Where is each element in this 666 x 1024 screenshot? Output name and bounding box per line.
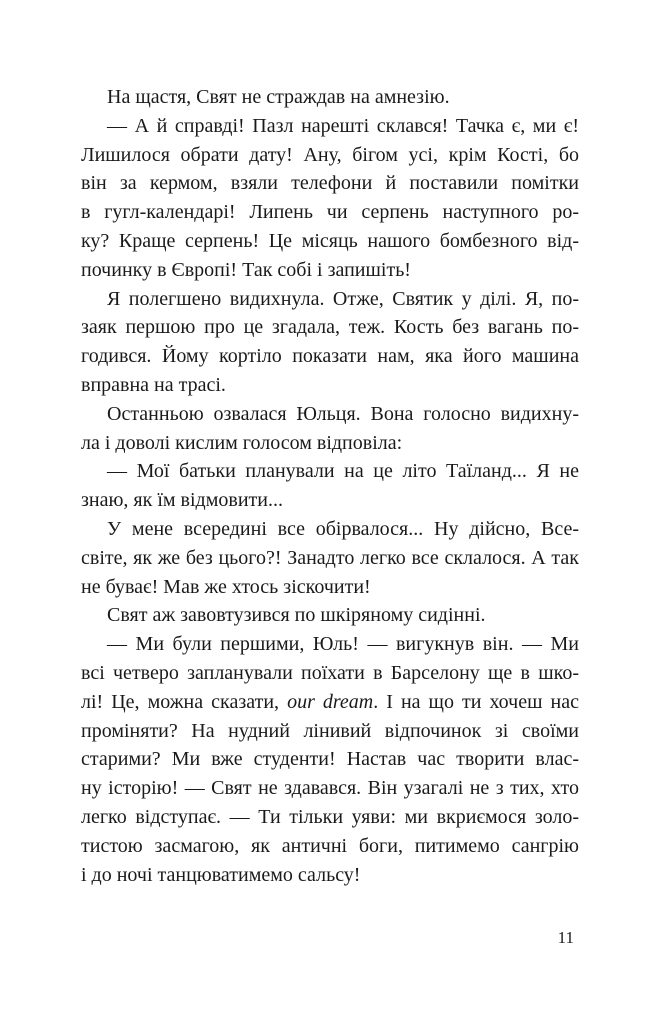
text-line: — А й справді! Пазл нарешті склався! Тачка є, ми є! <box>107 114 579 137</box>
text-line: Лишилося обрати дату! Ану, бігом усі, крім Кості, бо <box>81 143 579 166</box>
paragraph <box>81 601 579 630</box>
text-line: він за кермом, взяли телефони й поставили помітки <box>81 172 579 195</box>
text-line: годився. Йому кортіло показати нам, яка його машина <box>81 345 579 368</box>
text-line: тистою засмагою, як античні боги, питимемо сангрію <box>81 834 579 857</box>
paragraph <box>81 112 579 285</box>
paragraph <box>81 83 579 112</box>
text-line: Я полегшено видихнула. Отже, Святик у ділі. Я, по- <box>107 287 579 310</box>
text-line: ку? Краще серпень! Це місяць нашого бомбезного від- <box>81 229 579 252</box>
text-line <box>81 688 579 717</box>
text-line: ну історію! — Свят не здавався. Він узагалі не з тих, хто <box>81 777 579 800</box>
paragraph <box>81 400 579 458</box>
text-block <box>81 83 579 889</box>
text-line: всі четверо запланували поїхати в Барселону ще в шко- <box>81 661 579 684</box>
text-line: ла і доволі кислим голосом відповіла: <box>81 431 403 454</box>
italic-phrase: our dream <box>287 690 374 713</box>
text-line: вправна на трасі. <box>81 373 226 396</box>
text-line: Свят аж завовтузився по шкіряному сидінні. <box>107 604 486 627</box>
text-line: і до ночі танцюватимемо сальсу! <box>81 863 361 886</box>
text-line: легко відступає. — Ти тільки уяви: ми вкриємося золо- <box>81 805 579 828</box>
paragraph <box>81 630 579 889</box>
text-line: — Ми були першими, Юль! — вигукнув він. — Ми <box>107 633 579 656</box>
text-line: світе, як же без цього?! Занадто легко все склалося. А так <box>81 546 579 569</box>
text-line: старими? Ми вже студенти! Настав час творити влас- <box>81 748 579 771</box>
text-line: починку в Європі! Так собі і запишіть! <box>81 258 411 281</box>
text-segment: . І на що ти хочеш нас <box>373 690 579 713</box>
page-number: 11 <box>557 928 574 947</box>
paragraph <box>81 515 579 601</box>
text-line: знаю, як їм відмовити... <box>81 489 283 512</box>
text-line: не буває! Мав же хтось зіскочити! <box>81 575 371 598</box>
text-line: На щастя, Свят не страждав на амнезію. <box>107 86 450 108</box>
text-segment: лі! Це, можна сказати, <box>81 690 288 713</box>
paragraph <box>81 457 579 515</box>
text-line: заяк першою про це згадала, теж. Кость без вагань по- <box>81 316 579 339</box>
text-line: — Мої батьки планували на це літо Таїланд... Я не <box>107 460 579 483</box>
text-line: проміняти? На нудний лінивий відпочинок зі своїми <box>81 719 579 742</box>
paragraph <box>81 285 579 400</box>
text-line: У мене всередині все обірвалося... Ну дійсно, Все- <box>107 517 579 540</box>
text-line: в гугл-календарі! Липень чи серпень наступного ро- <box>81 201 579 224</box>
text-line: Останньою озвалася Юльця. Вона голосно видихну- <box>107 402 579 425</box>
